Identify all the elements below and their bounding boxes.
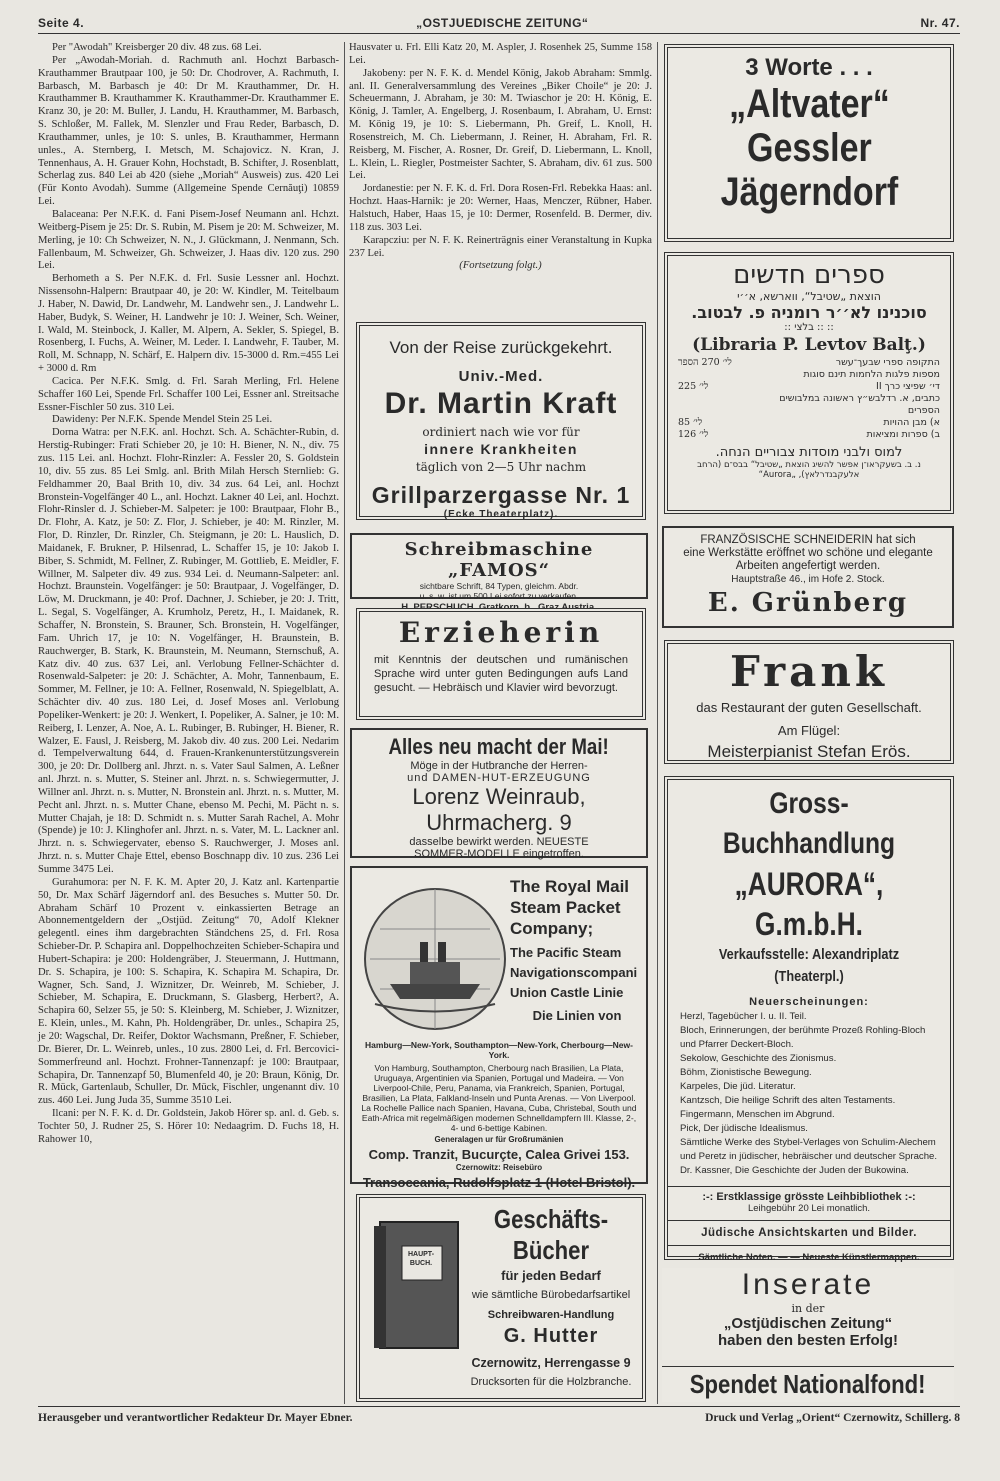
ad-erzieherin-title: Erzieherin [398, 616, 604, 649]
ad-aurora-title: Gross-Buchhandlung [722, 787, 896, 860]
book-price: לי׳ 270 הספר [678, 357, 732, 368]
ad-royal-routes: Hamburg—New-York, Southampton—New-York, Cherbourg—New-York. [365, 1040, 633, 1060]
ad-hutter-line: Schreibwaren-Handlung [487, 1309, 615, 1321]
ad-erzieherin-body: mit Kenntnis der deutschen und rumänischen Sprache wird unter guten Bedingungen aufs Land gesucht. — Hebräisch und Klavier wird bevorzugt. [374, 654, 628, 694]
issue-number: Nr. 47. [920, 16, 960, 30]
ad-aurora-heading: Neuerscheinungen: [749, 996, 869, 1008]
book-item [678, 429, 940, 441]
ad-famos-line: sichtbare Schrift, 84 Typen, gleichm. Abdr. [419, 581, 579, 591]
book-item [678, 369, 940, 381]
ad-gruenberg-line: eine Werkstätte eröffnet wo schöne und elegante [683, 547, 933, 559]
ad-kraft-line: ordiniert nach wie vor für [422, 425, 580, 439]
ad-levtov-foot: למוס ולבני מוסדות צבוריים הנחה. [715, 445, 903, 460]
ad-royal-title: The Pacific Steam [510, 945, 622, 960]
book-listing: Karpeles, Die jüd. Literatur. [680, 1081, 796, 1092]
ad-dr-kraft [356, 322, 646, 520]
ad-royal-agent: Comp. Tranzit, Bucurçte, Calea Grivei 153. [368, 1147, 630, 1162]
continued-note: (Fortsetzung folgt.) [459, 260, 542, 272]
ad-royal-agent: Generalagen ur für Großrumänien [434, 1135, 564, 1144]
footer-printer: Druck und Verlag „Orient“ Czernowitz, Schillerg. 8 [705, 1411, 960, 1424]
ad-aurora-lending: :-: Erstklassige grösste Leihbibliothek :-: [668, 1186, 950, 1203]
book-item [678, 357, 940, 369]
ad-aurora-cards: Jüdische Ansichtskarten und Bilder. [668, 1220, 950, 1239]
ad-royal-title: Navigationscompani [510, 965, 638, 980]
ad-gruenberg-name: E. Grünberg [707, 588, 909, 618]
ad-frank [664, 640, 954, 764]
donation-paragraph: Dorna Watra: per N.F.K. anl. Hochzt. Sch. A. Schächter-Rubin, d. Herstig-Rubinger: Frati Schieber 20, je 10: H. Biener, N. N., div. 75 zus. 115 Lei. anl. Hochzt. Flohr-Rinzler: A. Fessler 20, S. Goldstein 10, div. 55 zus. 85 Lei Smlg. anl. Brith Milah Hersch Sternlieb: G. Feldhammer 20, Baal Brith 10, div. 34 zus. 64 Lei, anl. Hochzt Bronstein-Vogelfänger 40 L., anl. Hochzt. Lakner 40 Lei, anl. Hochzt. Flohr-Rinsler d. J. Schieber-M. Salpeter: je 100: Brautpaar, Flohr B., Dr. Flohr, A. Katz, je 50: Z. Flor, J. Schieber, je 40: M. Rinzler, M. Flor, D. Rinzler, Dr. Rinzler, Ch. Steigmann, je 20: L. Hauslich, D. Maidanek, F. Brukner, P. Hilsenrad, L. Schaffer 15, je 10: Jakob I. Biber, S. Schmidt, M. Fellner, Z. Rubinger, M. Gottlieb, E. Meidler, F. Willner, M. Salpeter div. 49 zus. 934 Lei. d. Neumann-Salpeter: anl. Hochzt. Braunstein. Vogelfänger: je 50: Brautpaar, J. Vogelfänger, D. Löw, M. Druckmann, je 40: Prof. Dachner, J. Schieber, je 20: J. Tritt, L. Segal, S. Vogelfänger, A. Krumholz, Peretz, H., I. Maidanek, R. Schaffer, N. Bronstein, S. Brauner, Sch. Bronstein, H. Vogelfänger, Fam. Uhrich 17, je 10: N. Vogelfänger, H. Braunstein, B. Rauchwerger, B. Stark, K. Braunstein, M. Neumann, Sternschuß, A. Katz div. 40 zus. 637 Lei, anl. Verlobung Fellner-Schächter d. Rosenwald-Salpeter: je 20: J. Schächter, A. Mohr, Tannenbaum, E. Sommer, M. Fellner, je 10: A. Fellner, Rosenwald, N. Spiegelblatt, A. Schächter div. 40 zus. 180 Lei, d. Josef Moses anl. Verlobung Popeliker-Wenkert: je 20: J. Wenkert, I. Popeliker, A. Salner, je 10: M. Reiberg, I. Lenzer, A. Noe, A. L. Rubinger, B. Rubinger, H. Biener, R. Walzer, E. Fausl, J. Reisberg, M. Jakob div. 40 zus. 200 Lei. Nedarim d. Tempelverwaltung 644, d. Frauen-Krankenunterstützungsverein 300, je 20: Dr. Dollberg anl. Jhrzt. n. s. Vater Saul Salmen, A. Leßner anl. Jhrzt. n. s. Mutter, S. Steiner anl. Jhrzt. n. s. Schwiegermutter, J. Willner anl. Jhrzt. n. s. Mutter, N. Bronstein anl. Jhrzt. n. s. Mutter, M. Pecht anl. Jhrzt. n. s. Mutter Chane, ebenso M. Pechi, M. Pächt n. s. Mutter Chajah, je 18: D. Schmidt n. s. Mutter Sarah Rachel, A. Mohr (Spende) je 10: J. Klinghofer anl. Jhrzt. n. s. Vater, M. L. Lackner anl. Jhrzt. n. s. Schwiegervater, ebenso S. Rauchwerger, J. Moses anl. Jhrzt. n. s. Mutter Chaje Ettel, ebenso Boschnapp div. 10 zus. 236 Lei Summe 3475 Lei. [38, 427, 339, 875]
donation-paragraph: Dawideny: Per N.F.K. Spende Mendel Stein 25 Lei. [52, 414, 273, 426]
ad-hutter-line: Drucksorten für die Holzbranche. [470, 1376, 632, 1388]
ad-levtov-latin: (Libraria P. Levtov Balţ.) [692, 335, 926, 355]
ad-inserate-line: „Ostjüdischen Zeitung“ [723, 1315, 893, 1332]
ad-royal-agent: Czernowitz: Reisebüro [455, 1163, 543, 1172]
ad-frank-line: Meisterpianist Stefan Erös. [707, 742, 911, 761]
ad-altvater-brand: Gessler [746, 126, 872, 170]
ad-famos-title: Schreibmaschine „FAMOS“ [404, 539, 594, 581]
book-listing: Sekolow, Geschichte des Zionismus. [680, 1053, 837, 1064]
ad-altvater [664, 44, 954, 242]
ad-hutter-line: Czernowitz, Herrengasse 9 [471, 1356, 631, 1370]
book-listing: Sämtliche Werke des Stybel-Verlages von Schulim-Alechem und Peretz in jüdischer, hebräischer und deutscher Sprache. [680, 1137, 938, 1162]
ad-weinraub-headline: Alles neu macht der Mai! [388, 734, 610, 759]
ad-gruenberg-line: FRANZÖSISCHE SCHNEIDERIN hat sich [700, 534, 916, 546]
ad-levtov-line: הוצאת „שטיבל“, ווארשא, א׳׳י [737, 290, 881, 303]
ad-royal-title: The Royal Mail [510, 877, 630, 896]
ad-weinraub [350, 728, 648, 858]
ad-hutter [356, 1194, 646, 1402]
book-title: א) מבן ההויות [883, 417, 940, 428]
ad-kraft-line: (Ecke Theaterplatz). [443, 509, 559, 520]
ad-altvater-brand: Jägerndorf [720, 170, 898, 214]
donation-paragraph: Gurahumora: per N. F. K. M. Apter 20, J. Katz anl. Kartenpartie 50, Dr. Max Schärf Jägerndorf anl. des Besuches s. Mutter 50. Dr. Abraham Schärf 10 Prozent v. einkassierten Betrage an Abonnementgeldern der „Ostjüd. Zeitung“ 70, Adolf Klekner gelegentl. eines ihm dargebrachten Ständchens 25, d. Frl. Rosa Schieber-Dr. P. Schapira anl. Doppelhochzeiten Schieber-Schapira und Hubert-Schapira: je 200: Holdengräber, J. Steuermann, J. Huttmann, Dr. S. Schapira, je 100: S. Schapira, K. Schapira M. Schapira, Dr. Wagner, Sch. Sand, J. Wiznitzer, Dr. Weinreb, M. Schieber, J. Schieber, M. Schapira, E. Druckmann, S. Glasberg, Herbert?, A. Schapira 60, Selzer 55, je 50: S. Kleinberg, M. Schieber, J. Wiznitzer, E. Klein, unles., M. Kahn, Ph. Holdengräber, Dr. unles., Schapira 25, je 20: Wagschal, Dr. Reifer, Doktor Wachsmann, Preßner, F. Schieber, Dr. Bierer, Dr. L. Weinreb, unles., 10 zus. 2800 Lei, d. Frl. Bercovici-Sommerfreund anl. Hochzt. Frohner-Tannenzapf: je 100: Brautpaar, Schapira, Dr. Tannenzapf 50, Blumenfeld 40, je 20: Braun, König, Dr. R. Mück, Gartenlaub, Schuller, Dr. Mück, Fischler, ungenannt div. 10 zus. 460 Lei. Jung Juda 35, Summe 3510 Lei. [38, 876, 339, 1107]
book-item [678, 405, 940, 417]
book-price: לי׳ 126 [678, 429, 709, 440]
ad-weinraub-line: SOMMER-MODELLE eingetroffen. [414, 848, 584, 860]
book-listing: Herzl, Tagebücher I. u. II. Teil. [680, 1011, 807, 1022]
page-number: Seite 4. [38, 16, 85, 30]
ad-aurora-title: „AURORA“, G.m.b.H. [734, 866, 884, 942]
ad-frank-line: Am Flügel: [777, 723, 841, 738]
ad-royal-agent: Transoceania, Rudolfsplatz 1 (Hotel Bristol). [362, 1175, 636, 1190]
donation-paragraph: Ilcani: per N. F. K. d. Dr. Goldstein, Jakob Hörer sp. anl. d. Geb. s. Tochter 50, J. Rudner 25, S. Hörer 10: Nedaagrim. D. Fuchs 18, H. Rahower 10, [38, 1108, 339, 1145]
ad-inserate-title: Inserate [741, 1268, 875, 1301]
newspaper-title: „OSTJUEDISCHE ZEITUNG“ [416, 16, 589, 30]
book-title: כתבים, א. רדלבש״ץ ראשונה במלבושים [779, 393, 940, 404]
ad-weinraub-line: und DAMEN-HUT-ERZEUGUNG [407, 772, 591, 784]
ad-weinraub-line: Möge in der Hutbranche der Herren- [410, 760, 588, 772]
ledger-label: HAUPT-BUCH. [407, 1251, 435, 1267]
ad-royal-body: Von Hamburg, Southampton, Cherbourg nach Brasilien, La Plata, Uruguaya, Argentinien via Spanien, Portugal und Madeira. — Von Liverpool-Chile, Peru, Panama, via Frankreich, Spanien, Portugal, Brasilien, La Plata, Falkland-Inseln und Punta Arenas. — Von Liverpool. La Rochelle Pallice nach Spanien, Havana, Cuba, Christebal, South und Eath-Africa mit regelmäßigen modernen Schnelldampfern III. Klasse, 2-, 4- und 6-bettige Kabinen. [361, 1063, 637, 1133]
ad-kraft-line: Grillparzergasse Nr. 1 [371, 482, 631, 508]
ad-spendet [662, 1366, 954, 1402]
ad-frank-title: Frank [729, 647, 889, 696]
book-title: הספרים [907, 405, 940, 416]
ad-weinraub-name: Lorenz Weinraub, Uhrmacherg. 9 [412, 784, 586, 835]
ad-royal-mail [350, 866, 648, 1190]
ad-aurora [664, 776, 954, 1263]
ad-kraft-line: Univ.-Med. [458, 368, 544, 385]
book-listing: Bloch, Erinnerungen, der berühmte Prozeß Rohling-Bloch und Pfarrer Deckert-Bloch. [680, 1025, 926, 1050]
book-title: ב) ספרות ומציאות [866, 429, 940, 440]
donation-paragraph: Per „Awodah-Moriah. d. Rachmuth anl. Hochzt Barbasch-Krauthammer Brautpaar 100, je 50: Dr. Chodrover, A. Rachmuth, I. Barbasch, M. Barbasch je 40: Dr M. Krauthammer, Dr. H. Krauthammer B. Krauthammer K. Krauthammer-Dr. Krauthammer E. Kranz 30, je 20: M. Buller, J. Landu, H. Krauthammer, M. Barbasch, S. Schloßer, M. Fallek, M. Slenzler und Frau Reder, Barbasch, D. Krauthammer, unles, je 10: S. unles, B. Krauthammer, Hermann unles., A. Sternberg, I. Metsch, M. Schajovicz. N. Kran, J. Tennenhaus, A. H. Grauer Kohn, Hochstadt, B. Schifter, J. Rosenblatt, Scherlag zus. 840 Lei ab 420 (siehe „Moriah“ Ausweis) zus. 420 Lei (Für Konto Avodah). Summe (Allgemeine Spende Cernăuţi) 10859 Lei. [38, 54, 339, 208]
book-title: מספות פלגות הלחמות תינם סוגות [803, 369, 940, 380]
ad-inserate-line: haben den besten Erfolg! [717, 1332, 898, 1349]
ad-spendet-text: Spendet Nationalfond! [690, 1369, 926, 1399]
ad-weinraub-line: dasselbe bewirkt werden. NEUESTE [409, 836, 589, 848]
book-item [678, 381, 940, 393]
ad-kraft-line: täglich von 2—5 Uhr nachm [415, 460, 587, 474]
ad-levtov-line: :: :: בלצי :: [784, 322, 834, 333]
ad-kraft-name: Dr. Martin Kraft [384, 387, 618, 420]
ad-altvater-line: 3 Worte . . . [745, 54, 873, 81]
ad-royal-title: Die Linien von [532, 1008, 622, 1023]
column-divider [657, 42, 658, 1404]
ad-inserate-line: in der [791, 1302, 825, 1315]
book-listing: Dr. Kassner, Die Geschichte der Juden der Bukowina. [680, 1165, 909, 1176]
book-item [678, 393, 940, 405]
ad-inserate [662, 1268, 954, 1360]
ad-levtov [664, 252, 954, 514]
ad-famos-line: u. s. w. ist um 500 Lei sofort zu verkaufen. [419, 591, 579, 601]
donation-column-2 [349, 42, 652, 312]
donation-column-1 [38, 42, 339, 1404]
book-title: התקופה ספרי שבעך־עשר [835, 357, 940, 368]
book-listing: Pick, Der jüdische Idealismus. [680, 1123, 808, 1134]
book-listing: Kantzsch, Die heilige Schrift des alten Testaments. [680, 1095, 896, 1106]
donation-paragraph: Balaceana: Per N.F.K. d. Fani Pisem-Josef Neumann anl. Hchzt. Weitberg-Pisem je 25: Dr. S. Rubin, M. Pisem je 20: M. Schweizer, M. Merling, je 10: Ch Schweizer, N. N., J. Glückmann, J. Nenmann, Sch. Fallenbaum, M. Schweizer, Gh. Schweizer, J. Haas div. 120 zus. 290 Lei. [38, 208, 339, 272]
ad-hutter-line: für jeden Bedarf [501, 1268, 601, 1283]
ad-aurora-lending: Leihgebühr 20 Lei monatlich. [747, 1203, 870, 1214]
ad-kraft-line: Von der Reise zurückgekehrt. [389, 338, 613, 357]
ad-erzieherin [356, 608, 646, 720]
ad-gruenberg-line: Hauptstraße 46., im Hofe 2. Stock. [731, 574, 885, 585]
donation-paragraph: Per "Awodah" Kreisberger 20 div. 48 zus. 68 Lei. [52, 42, 262, 53]
ad-frank-line: das Restaurant der guten Gesellschaft. [696, 700, 922, 715]
donation-paragraph: Cacica. Per N.F.K. Smlg. d. Frl. Sarah Merling, Frl. Helene Schaffer 160 Lei, Spende Frl. Schaffer 100 Lei, Essner anl. Streitsache Essner-Fischler 50 zus. 310 Lei. [38, 375, 339, 413]
ad-royal-title: Company; [510, 919, 594, 938]
ad-royal-title: Union Castle Linie [510, 985, 624, 1000]
ad-altvater-brand: „Altvater“ [728, 82, 890, 126]
donation-paragraph: Berhometh a S. Per N.F.K. d. Frl. Susie Lessner anl. Hochzt. Nissensohn-Halpern: Brautpaar 40, je 20: W. Kindler, M. Teitelbaum J. Haber, N. Dawid, Dr. Landwehr, M. Landwehr sen., J. Landwehr L. Haber, Budyk, S. Weiner, H. Landwehr je 10: J. Weiner, Sch. Weiner, I. Wald, M. Steinbock, J. Kaller, M. Alpern, A. Sekler, S. Spiegel, B. Rosenberg, I. Fuchs, A. Weiner, M. Leder. I. Landwehr, F. Tauber, M. Roll, M. Schnapp, N. Schärf, E. Halpern div. 15-3000 d. Rm.=455 Lei + 3000 d. Rm [38, 273, 339, 375]
globe-ship-icon [360, 884, 510, 1034]
donation-paragraph: Jakobeny: per N. F. K. d. Mendel König, Jakob Abraham: Smmlg. anl. II. Generalversammlung des Vereines „Biker Choile“ je 20: J. Scheuermann, J. Abraham, je 30: M. Twiaschor je 20: H. König, E. König, J. Tamler, A. Engelberg, J. Rosenbaum, I. Abraham, U. Ernst: M. König 19, je 10: S. Liebermann, Ph. Greif, L. Knoll, H. Rosenstreich, M. Ch. Liebermann, J. Reiner, H. Abraham, Frl. R. Reisberg, M. Fischer, A. Rosner, Dr. Greif, D. Liebermann, L. Knoll, L. Klein, L. Riegler, Postmeister Sachter, S. Abraham, div. 61 zus. 500 Lei. [349, 67, 652, 182]
ad-aurora-line: Verkaufsstelle: Alexandriplatz (Theaterpl.) [718, 946, 900, 985]
ad-hutter-line: wie sämtliche Bürobedarfsartikel [471, 1289, 631, 1301]
ad-kraft-line: innere Krankheiten [424, 441, 578, 457]
ledger-book-icon [370, 1216, 466, 1354]
column-divider [344, 42, 345, 1404]
ad-hutter-name: G. Hutter [503, 1325, 599, 1347]
ad-levtov-foot: נ. ב. בשעקראו־ן אפשר להשיג הוצאת „שטיבל“ בבס־ם (הרחב אלעקבנדרלאץ), „Aurora“ [697, 460, 921, 480]
donation-paragraph: Jordanestie: per N. F. K. d. Frl. Dora Rosen-Frl. Rebekka Haas: anl. Hochzt. Haas-Harnik: je 20: Werner, Haas, Menczer, Rübner, Haber. Halstuch, Haber, Haas 15, je 10: Dermer, Rosenfeld. B. Dermer, div. 118 zus. 303 Lei. [349, 183, 652, 233]
ad-famos [350, 533, 648, 599]
ad-gruenberg-line: Arbeiten angefertigt werden. [735, 560, 881, 572]
book-price: לי׳ 85 [678, 417, 703, 428]
donation-paragraph: Karapcziu: per N. F. K. Reinerträgnis einer Veranstaltung in Kupka 237 Lei. [349, 234, 652, 259]
ad-gruenberg [662, 526, 954, 628]
ad-aurora-notes: Sämtliche Noten. — — Neueste Künstlermappen. [668, 1245, 950, 1263]
page-header [38, 8, 960, 34]
book-price: לי׳ 225 [678, 381, 709, 392]
donation-paragraph: Hausvater u. Frl. Elli Katz 20, M. Aspler, J. Rosenhek 25, Summe 158 Lei. [349, 42, 652, 66]
ad-royal-title: Steam Packet [510, 898, 621, 917]
footer-editor: Herausgeber und verantwortlicher Redakteur Dr. Mayer Ebner. [38, 1411, 353, 1424]
book-item [678, 417, 940, 429]
book-title: די׳ שפיצי כרך II [876, 381, 940, 392]
page-footer [38, 1406, 960, 1428]
ad-hutter-title: Geschäfts-Bücher [493, 1204, 609, 1265]
ad-levtov-title: ספרים חדשים [733, 260, 885, 290]
ad-levtov-line: סוכנינו לא׳׳ר רומניה פ. לבטוב. [691, 303, 927, 322]
book-listing: Fingermann, Menschen im Abgrund. [680, 1109, 835, 1120]
book-listing: Böhm, Zionistische Bewegung. [680, 1067, 812, 1078]
